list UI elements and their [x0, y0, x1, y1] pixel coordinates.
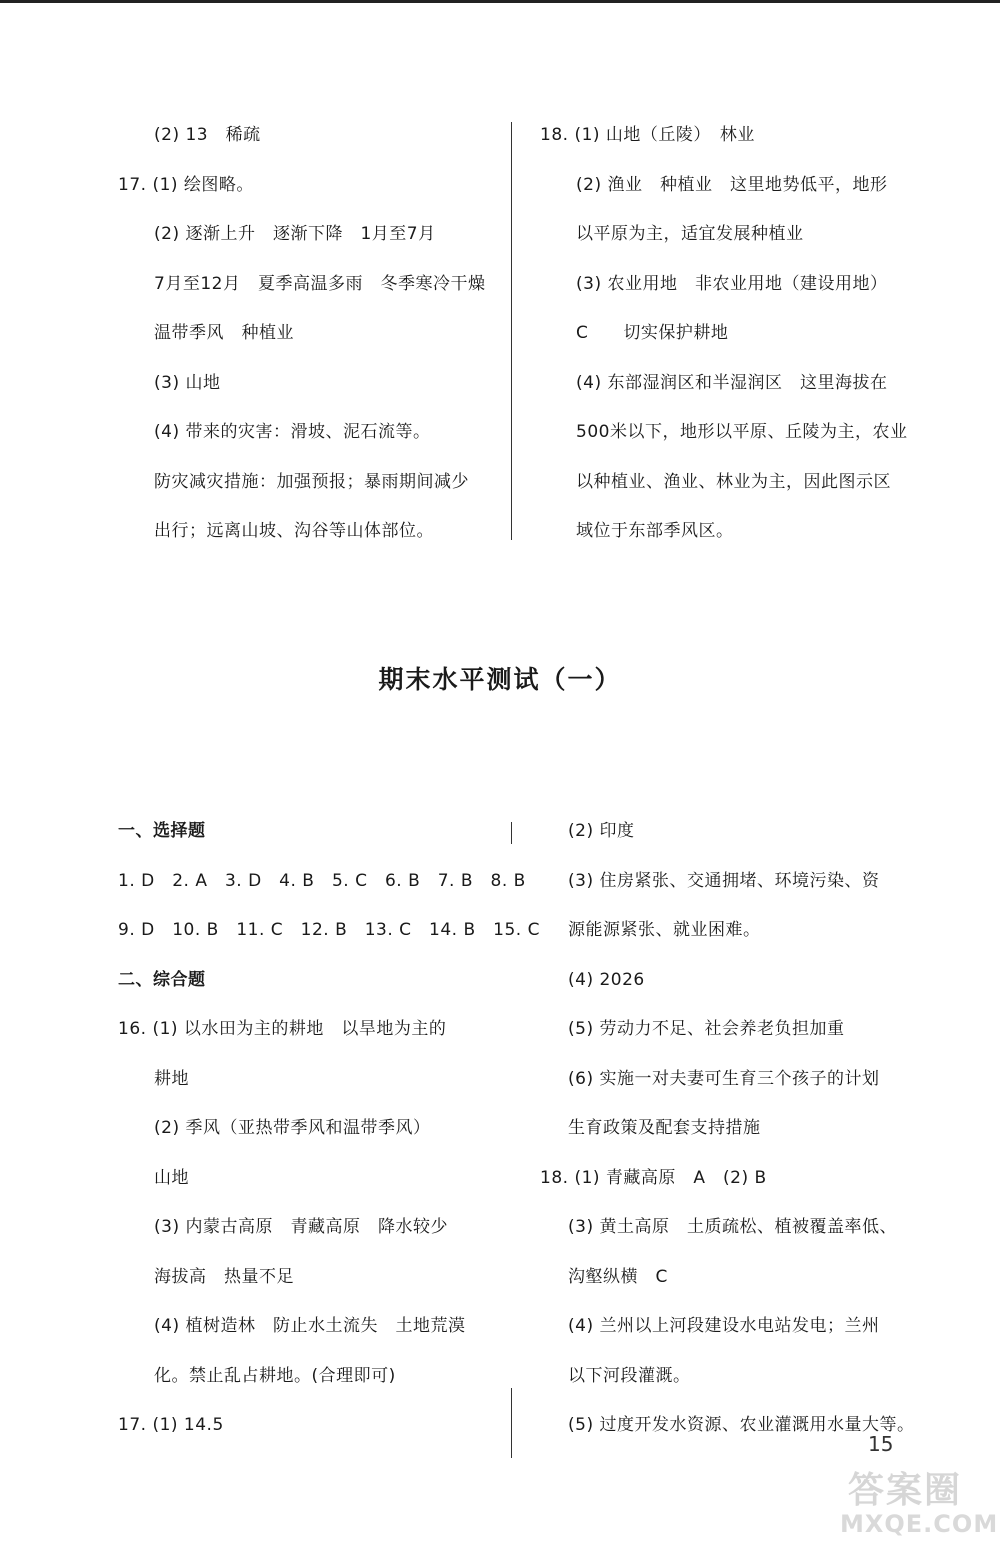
bottom-column-divider-lower — [511, 1388, 512, 1458]
answer-line: 源能源紧张、就业困难。 — [568, 920, 761, 940]
top-left-column — [118, 116, 498, 562]
answer-line: (3) 住房紧张、交通拥堵、环境污染、资 — [568, 870, 880, 891]
watermark-logo: 答案圈 — [848, 1470, 963, 1511]
answer-line: 一、选择题 — [118, 821, 206, 841]
watermark — [840, 1462, 1000, 1548]
answer-line: 以下河段灌溉。 — [568, 1365, 691, 1386]
answer-line: 17. (1) 14.5 — [118, 1415, 224, 1435]
answer-line: (2) 逐渐上升 逐渐下降 1月至7月 — [154, 224, 436, 244]
answer-line: (3) 内蒙古高原 青藏高原 降水较少 — [154, 1217, 448, 1237]
watermark-url: MXQE.COM — [840, 1510, 999, 1538]
answer-line: (5) 劳动力不足、社会养老负担加重 — [568, 1019, 845, 1039]
answer-line: 防灾减灾措施：加强预报；暴雨期间减少 — [154, 471, 469, 492]
bottom-column-divider-upper — [511, 822, 512, 844]
answer-line: 18. (1) 山地（丘陵） 林业 — [540, 125, 755, 145]
answer-line: (4) 2026 — [568, 969, 645, 990]
answer-line: 海拔高 热量不足 — [154, 1266, 294, 1287]
top-right-column — [540, 116, 910, 562]
page-number: 15 — [868, 1432, 894, 1456]
answer-line: (4) 东部湿润区和半湿润区 这里海拔在 — [576, 372, 888, 393]
answer-line: (2) 季风（亚热带季风和温带季风） — [154, 1118, 431, 1138]
answer-line: C 切实保护耕地 — [576, 323, 729, 343]
answer-line: 生育政策及配套支持措施 — [568, 1118, 761, 1138]
bottom-left-column — [118, 812, 540, 1456]
section-title: 期末水平测试（一） — [378, 665, 622, 694]
answer-line: 出行；远离山坡、沟谷等山体部位。 — [154, 521, 434, 541]
answer-line: 沟壑纵横 C — [568, 1266, 668, 1287]
answer-line: (3) 农业用地 非农业用地（建设用地） — [576, 273, 888, 294]
answer-line: 域位于东部季风区。 — [576, 521, 734, 541]
top-column-divider — [511, 122, 512, 540]
answer-line: 17. (1) 绘图略。 — [118, 174, 254, 195]
answer-line: 耕地 — [154, 1068, 189, 1089]
answer-line: 7月至12月 夏季高温多雨 冬季寒冷干燥 — [154, 273, 486, 294]
answer-line: 1. D 2. A 3. D 4. B 5. C 6. B 7. B 8. B — [118, 870, 526, 891]
answer-line: 山地 — [154, 1167, 189, 1188]
answer-line: 以平原为主，适宜发展种植业 — [576, 224, 804, 244]
answer-line: (6) 实施一对夫妻可生育三个孩子的计划 — [568, 1068, 880, 1089]
answer-line: 9. D 10. B 11. C 12. B 13. C 14. B 15. C — [118, 920, 540, 940]
answer-line: (4) 植树造林 防止水土流失 土地荒漠 — [154, 1316, 466, 1336]
bottom-right-column — [540, 812, 915, 1456]
answer-line: 以种植业、渔业、林业为主，因此图示区 — [576, 471, 891, 492]
answer-line: (5) 过度开发水资源、农业灌溉用水量大等。 — [568, 1415, 915, 1435]
answer-line: (4) 兰州以上河段建设水电站发电；兰州 — [568, 1316, 880, 1336]
answer-line: (3) 黄土高原 土质疏松、植被覆盖率低、 — [568, 1217, 897, 1237]
answer-line: 16. (1) 以水田为主的耕地 以旱地为主的 — [118, 1019, 447, 1039]
top-rule — [0, 0, 1000, 3]
answer-line: 二、综合题 — [118, 969, 206, 990]
answer-line: (2) 渔业 种植业 这里地势低平，地形 — [576, 174, 888, 195]
answer-line: (2) 13 稀疏 — [154, 125, 261, 145]
answer-line: (4) 带来的灾害：滑坡、泥石流等。 — [154, 422, 431, 442]
answer-line: 500米以下，地形以平原、丘陵为主，农业 — [576, 422, 908, 442]
answer-line: 化。禁止乱占耕地。(合理即可) — [154, 1365, 396, 1386]
answer-line: 18. (1) 青藏高原 A (2) B — [540, 1167, 767, 1188]
answer-line: 温带季风 种植业 — [154, 323, 294, 343]
answer-line: (3) 山地 — [154, 372, 221, 393]
answer-line: (2) 印度 — [568, 821, 635, 841]
